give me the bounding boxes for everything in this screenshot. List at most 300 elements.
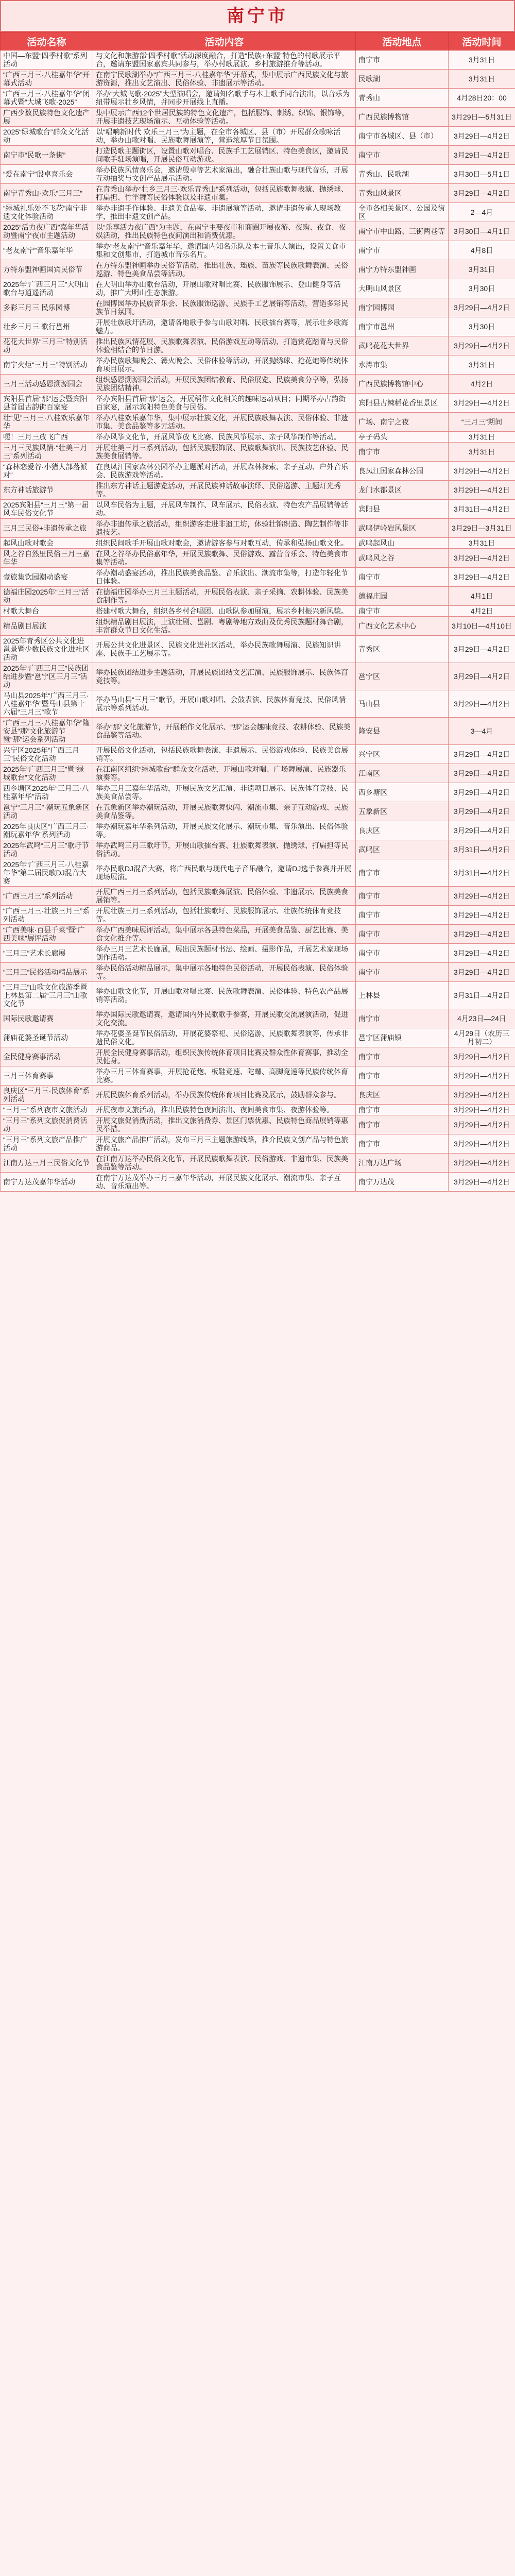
cell-time: 3月29日—4月2日 — [449, 963, 515, 982]
cell-place: 良庆区 — [356, 821, 449, 840]
cell-name: “广西三月三”系列活动 — [1, 887, 93, 906]
table-row — [1, 375, 515, 394]
cell-time: 3月29日—3月31日 — [449, 519, 515, 538]
cell-time: 3—4月 — [449, 718, 515, 745]
cell-name: 2025年武鸣“三月三”歌圩节活动 — [1, 840, 93, 859]
cell-place: 广西民族博物馆 — [356, 108, 449, 127]
cell-content: 在风之谷举办民俗嘉年华，开展民族歌舞、民俗游戏、露营音乐会、特色美食市集等活动。 — [93, 549, 356, 568]
cell-time: 4月2日 — [449, 375, 515, 394]
table-row — [1, 146, 515, 165]
table-row — [1, 203, 515, 222]
cell-place: 水涛市集 — [356, 355, 449, 375]
cell-name: 南宁火炬“三月三”特别活动 — [1, 355, 93, 375]
cell-content: 举办武鸣三月三歌圩节，开展山歌擂台赛、壮族歌舞表演、抛绣球、打扁担等民俗活动。 — [93, 840, 356, 859]
table-row — [1, 802, 515, 821]
cell-name: 德福庄园2025年“三月三”活动 — [1, 587, 93, 606]
cell-time: 3月29日—4月2日 — [449, 1105, 515, 1115]
cell-name: 壮乡三月三 歌行邕州 — [1, 317, 93, 336]
cell-content: 组织民间歌手开展山歌对歌会，邀请游客参与对歌互动，传承和弘扬山歌文化。 — [93, 538, 356, 549]
table-row — [1, 165, 515, 184]
cell-place: 南宁市 — [356, 944, 449, 963]
cell-place: 南宁万达茂 — [356, 1173, 449, 1192]
table-row — [1, 617, 515, 636]
cell-time: 3月29日—4月2日 — [449, 745, 515, 764]
cell-name: 壮“见”三月三·八桂欢乐嘉年华 — [1, 413, 93, 432]
table-row — [1, 1009, 515, 1028]
cell-name: 村歌大舞台 — [1, 606, 93, 617]
cell-name: 三月三体育赛事 — [1, 1066, 93, 1086]
cell-content: 举办潮动盛宴活动，推出民族美食品鉴、音乐演出、潮流市集等，打造年轻化节日体验。 — [93, 568, 356, 587]
cell-time: 3月29日—4月2日 — [449, 336, 515, 355]
cell-content: 举办宾阳县首届“那”运会，开展稻作文化相关的趣味运动项目；同期举办古韵街百家宴，展示宾阳特色美食与民俗。 — [93, 394, 356, 413]
cell-content: 举办风筝文化节，开展风筝放飞比赛、民族风筝展示、亲子风筝制作等活动。 — [93, 432, 356, 443]
table-row — [1, 606, 515, 617]
cell-place: 武鸣风之谷 — [356, 549, 449, 568]
cell-place: 上林县 — [356, 982, 449, 1009]
cell-content: 举办三月三体育赛事，开展抢花炮、板鞋竞速、陀螺、高脚竞速等民族传统体育比赛。 — [93, 1066, 356, 1086]
table-row — [1, 462, 515, 481]
cell-content: 举办非遗手作体验、非遗美食品鉴、非遗展演等活动，邀请非遗传承人现场教学，推出非遗文创产品。 — [93, 203, 356, 222]
table-row — [1, 336, 515, 355]
cell-content: 举办“大城飞歌·2025”大型演唱会，邀请知名歌手与本土歌手同台演出，以音乐为纽带展示壮乡风情，并同步开展线上直播。 — [93, 89, 356, 108]
cell-name: 东方神话旅游节 — [1, 481, 93, 500]
cell-time: 3月29日—4月2日 — [449, 944, 515, 963]
cell-name: 三月三民俗+非遗传承之旅 — [1, 519, 93, 538]
cell-content: 举办非遗传承之旅活动，组织游客走进非遗工坊，体验壮锦织造、陶艺制作等非遗技艺。 — [93, 519, 356, 538]
cell-content: 在青秀山举办“壮乡三月三·欢乐青秀山”系列活动，包括民族歌舞表演、抛绣球、打扁担、竹竿舞等民俗体验以及非遗市集。 — [93, 184, 356, 203]
table-row — [1, 1066, 515, 1086]
cell-place: 南宁市 — [356, 50, 449, 70]
cell-name: 南宁万达茂嘉年华活动 — [1, 1173, 93, 1192]
cell-place: 邕宁区 — [356, 663, 449, 690]
cell-place: 民歌湖 — [356, 70, 449, 89]
cell-time: 3月29日—4月2日 — [449, 1173, 515, 1192]
cell-name: “森林恋爱谷·小猪人部落派对” — [1, 462, 93, 481]
cell-time: 3月29日—4月2日 — [449, 1154, 515, 1173]
header-time: 活动时间 — [449, 32, 515, 50]
cell-time: 3月29日—4月2日 — [449, 764, 515, 783]
cell-name: 国际民歌邀请赛 — [1, 1009, 93, 1028]
cell-content: 举办广西美味展评活动，集中展示各县特色菜品，开展美食品鉴、厨艺比赛、美食文化推介等。 — [93, 925, 356, 944]
table-row — [1, 538, 515, 549]
cell-place: 马山县 — [356, 690, 449, 718]
cell-place: 南宁市 — [356, 606, 449, 617]
cell-time: 3月29日—4月2日 — [449, 1047, 515, 1066]
table-row — [1, 1173, 515, 1192]
cell-place: 青秀山风景区 — [356, 184, 449, 203]
page — [0, 0, 515, 1192]
cell-content: 在江南区组织“绿城歌台”群众文化活动，开展山歌对唱、广场舞展演、民族器乐演奏等。 — [93, 764, 356, 783]
table-row — [1, 443, 515, 462]
table-row — [1, 925, 515, 944]
cell-name: 2025年“广西三月三”暨“绿城歌台”文化活动 — [1, 764, 93, 783]
cell-time: 3月31日 — [449, 443, 515, 462]
cell-content: 开展文旅产品推广活动，发布三月三主题旅游线路，推介民族文创产品与特色旅游商品。 — [93, 1134, 356, 1154]
cell-time: 3月29日—4月2日 — [449, 783, 515, 802]
cell-place: 广西民族博物馆中心 — [356, 375, 449, 394]
table-row — [1, 549, 515, 568]
cell-content: 组织精品剧目展演，上演壮剧、邕剧、粤剧等地方戏曲及优秀民族题材舞台剧，丰富群众节日文化生活。 — [93, 617, 356, 636]
cell-place: 江南万达广场 — [356, 1154, 449, 1173]
cell-time: 3月29日—4月2日 — [449, 1115, 515, 1134]
cell-time: 3月29日—4月2日 — [449, 663, 515, 690]
cell-content: 在五象新区举办潮玩活动，开展民族歌舞快闪、潮流市集、亲子互动游戏、民族美食品鉴等。 — [93, 802, 356, 821]
table-body — [1, 50, 515, 1192]
table-row — [1, 963, 515, 982]
cell-name: 蒲庙花婆圣诞节活动 — [1, 1028, 93, 1047]
cell-place: 邕宁区蒲庙镇 — [356, 1028, 449, 1047]
cell-time: 3月31日 — [449, 70, 515, 89]
cell-place: 五象新区 — [356, 802, 449, 821]
activity-table — [0, 32, 515, 1192]
cell-place: 武鸣起风山 — [356, 538, 449, 549]
cell-place: 全市各相关景区、公园及街区 — [356, 203, 449, 222]
cell-content: 以风车民俗为主题，开展风车制作、风车展示、民俗表演、特色农产品展销等活动。 — [93, 500, 356, 519]
cell-time: 3月31日—4月2日 — [449, 859, 515, 887]
cell-name: 宾阳县首届“那”运会暨宾阳县首届古韵街百家宴 — [1, 394, 93, 413]
table-row — [1, 50, 515, 70]
cell-place: 西乡塘区 — [356, 783, 449, 802]
cell-name: 方特东盟神画国宾民俗节 — [1, 260, 93, 279]
cell-name: 兴宁区2025年“广西三月三”民俗文化活动 — [1, 745, 93, 764]
cell-place: 南宁市中山路、三街两巷等 — [356, 222, 449, 241]
table-row — [1, 783, 515, 802]
cell-time: 3月29日—4月2日 — [449, 636, 515, 663]
cell-content: 与文化和旅游部“四季村歌”活动深度融合，打造“民族+东盟”特色的村歌展示平台，邀请东盟国家嘉宾共同参与，举办村歌展演、乡村旅游推介等活动。 — [93, 50, 356, 70]
table-row — [1, 500, 515, 519]
cell-time: 3月30日—5月1日 — [449, 165, 515, 184]
cell-name: 广西少数民族特色文化遗产展 — [1, 108, 93, 127]
cell-name: 2025宾阳县“三月三”第一届风车民俗文化节 — [1, 500, 93, 519]
cell-time: 3月29日—4月2日 — [449, 925, 515, 944]
cell-content: 举办国际民歌邀请赛，邀请国内外民歌歌手参赛，开展民歌交流展演活动，促进文化交流。 — [93, 1009, 356, 1028]
cell-place: 宾阳县古辣稻花香里景区 — [356, 394, 449, 413]
cell-place: 良庆区 — [356, 1086, 449, 1105]
table-row — [1, 906, 515, 925]
cell-time: 3月29日—4月2日 — [449, 481, 515, 500]
table-row — [1, 690, 515, 718]
cell-name: 花花大世界“三月三”特别活动 — [1, 336, 93, 355]
cell-content: 开展夜市文旅活动，推出民族特色夜间演出、夜间美食市集、夜游体验等。 — [93, 1105, 356, 1115]
cell-name: 马山县2025年“广西三月三·八桂嘉年华”暨马山县第十六届“三月三”歌节 — [1, 690, 93, 718]
cell-time: 4月2日 — [449, 606, 515, 617]
cell-content: 推出民族风情花展、民族歌舞表演、民俗游戏互动等活动，打造赏花踏青与民俗体验相结合的节日游。 — [93, 336, 356, 355]
cell-place: 南宁市 — [356, 1047, 449, 1066]
cell-time: 3月29日—4月2日 — [449, 802, 515, 821]
cell-time: 4月29日（农历三月初二） — [449, 1028, 515, 1047]
cell-place: 龙门水都景区 — [356, 481, 449, 500]
cell-time: 3月31日 — [449, 538, 515, 549]
cell-name: “爱在南宁”殷卓喜乐会 — [1, 165, 93, 184]
cell-name: “三月三”民俗活动精品展示 — [1, 963, 93, 982]
cell-place: 南宁市 — [356, 146, 449, 165]
cell-content: 开展全民健身赛事活动，组织民族传统体育项目比赛及群众性体育赛事，推动全民健身。 — [93, 1047, 356, 1066]
cell-name: 南宁市“民歌一条街” — [1, 146, 93, 165]
cell-time: 2—4月 — [449, 203, 515, 222]
cell-place: 青秀山、民歌湖 — [356, 165, 449, 184]
cell-name: “三月三”系列文旅促消费活动 — [1, 1115, 93, 1134]
cell-content: 在江南万达举办民俗文化节，开展民族歌舞表演、民俗游戏、非遗市集、民族美食品鉴等活动。 — [93, 1154, 356, 1173]
cell-name: 2025“绿城歌台”群众文化活动 — [1, 127, 93, 146]
cell-time: 3月31日—4月2日 — [449, 982, 515, 1009]
cell-content: 在园博园举办民族音乐会、民族服饰巡游、民族手工艺展销等活动，营造多彩民族节日氛围。 — [93, 298, 356, 317]
cell-place: 良凤江国家森林公园 — [356, 462, 449, 481]
cell-place: 广场、南宁之夜 — [356, 413, 449, 432]
cell-place: 南宁市 — [356, 1105, 449, 1115]
cell-name: “绿城礼乐处不飞花”南宁非遗文化体验活动 — [1, 203, 93, 222]
cell-content: 推出东方神话主题游览活动，开展民族神话故事演绎、民俗巡游、主题灯光秀等。 — [93, 481, 356, 500]
cell-place: 武鸣区 — [356, 840, 449, 859]
table-row — [1, 1154, 515, 1173]
cell-content: 举办民族歌舞晚会、篝火晚会、民俗体验等活动，开展抛绣球、抢花炮等传统体育项目展示。 — [93, 355, 356, 375]
cell-content: 开展壮族三月三系列活动，包括壮族歌圩、民族服饰展示、壮族传统体育竞技等。 — [93, 906, 356, 925]
cell-name: 南宁青秀山·欢乐“三月三” — [1, 184, 93, 203]
table-row — [1, 89, 515, 108]
cell-name: “广西三月三·八桂嘉年华”闭幕式暨“大城飞歌·2025” — [1, 89, 93, 108]
cell-content: 开展广西三月三系列活动，包括民族歌舞展演、民俗体验、非遗展示、民族美食展销等。 — [93, 887, 356, 906]
table-row — [1, 745, 515, 764]
cell-time: 4月28日20：00 — [449, 89, 515, 108]
cell-place: 宾阳县 — [356, 500, 449, 519]
table-row — [1, 317, 515, 336]
table-row — [1, 636, 515, 663]
cell-time: 3月29日—4月2日 — [449, 568, 515, 587]
cell-name: 2025年青秀区公共文化进邕景暨少数民族文化进社区活动 — [1, 636, 93, 663]
cell-name: “老友南宁”音乐嘉年华 — [1, 241, 93, 260]
cell-content: 搭建村歌大舞台，组织各乡村合唱团、山歌队参加展演，展示乡村振兴新风貌。 — [93, 606, 356, 617]
cell-time: 3月30日—4月1日 — [449, 222, 515, 241]
cell-content: 举办潮玩嘉年华系列活动，开展民族文化展示、潮玩市集、音乐演出、民俗体验等。 — [93, 821, 356, 840]
table-row — [1, 859, 515, 887]
cell-content: 以“唱响新时代 欢乐三月三”为主题，在全市各城区、县（市）开展群众歌咏活动，举办山歌对唱、民族歌舞展演等，营造浓厚节日氛围。 — [93, 127, 356, 146]
cell-place: 青秀山 — [356, 89, 449, 108]
cell-content: 组织感恩溯源园会活动，开展民族团结教育、民俗展览、民族美食分享等，弘扬民族团结精神。 — [93, 375, 356, 394]
table-row — [1, 413, 515, 432]
table-row — [1, 1047, 515, 1066]
cell-content: 举办民族风情喜乐会，邀请殷卓等艺术家演出，融合壮族山歌与现代音乐，开展互动抽奖与文创产品展示活动。 — [93, 165, 356, 184]
cell-time: 4月8日 — [449, 241, 515, 260]
cell-name: “三月三”系列文旅产品推广活动 — [1, 1134, 93, 1154]
cell-time: 3月29日—4月2日 — [449, 127, 515, 146]
table-row — [1, 887, 515, 906]
cell-content: 举办民俗活动精品展示，集中展示各地特色民俗活动，开展民俗表演、民俗体验等。 — [93, 963, 356, 982]
table-row — [1, 1086, 515, 1105]
table-row — [1, 241, 515, 260]
cell-content: 举办“那”文化旅游节，开展稻作文化展示、“那”运会趣味竞技、农耕体验、民族美食品鉴等活动。 — [93, 718, 356, 745]
table-row — [1, 1105, 515, 1115]
cell-time: 3月31日 — [449, 260, 515, 279]
table-row — [1, 1028, 515, 1047]
page-title: 南宁市 — [0, 0, 515, 32]
table-row — [1, 222, 515, 241]
table-row — [1, 108, 515, 127]
table-row — [1, 519, 515, 538]
cell-place: 兴宁区 — [356, 745, 449, 764]
cell-content: 集中展示广西12个世居民族的特色文化遗产，包括服饰、刺绣、织锦、银饰等，开展非遗技艺现场演示、互动体验等活动。 — [93, 108, 356, 127]
table-row — [1, 1115, 515, 1134]
cell-place: 南宁市 — [356, 241, 449, 260]
cell-time: 3月29日—4月2日 — [449, 394, 515, 413]
cell-content: 举办“老友南宁”音乐嘉年华，邀请国内知名乐队及本土音乐人演出，设置美食市集和文创集市，打造城市音乐名片。 — [93, 241, 356, 260]
table-row — [1, 184, 515, 203]
cell-time: 3月31日—4月2日 — [449, 500, 515, 519]
cell-time: 3月30日 — [449, 317, 515, 336]
cell-content: 举办马山县“三月三”歌节，开展山歌对唱、会鼓表演、民族体育竞技、民俗风情展示等系列活动。 — [93, 690, 356, 718]
cell-place: 大明山风景区 — [356, 279, 449, 298]
cell-name: 全民健身赛事活动 — [1, 1047, 93, 1066]
cell-name: 精品剧目展演 — [1, 617, 93, 636]
cell-time: 3月29日—4月2日 — [449, 1086, 515, 1105]
cell-content: 开展公共文化进景区、民族文化进社区活动，举办民族歌舞展演、民族知识讲座、民族手工艺展示等。 — [93, 636, 356, 663]
table-row — [1, 481, 515, 500]
cell-name: 2025年良庆区“广西三月三·潮玩嘉年华”系列活动 — [1, 821, 93, 840]
table-row — [1, 568, 515, 587]
cell-time: 3月29日—4月2日 — [449, 184, 515, 203]
cell-place: 南宁市 — [356, 443, 449, 462]
cell-time: 3月10日—4月10日 — [449, 617, 515, 636]
cell-content: 在方特东盟神画举办民俗节活动，推出壮族、瑶族、苗族等民族歌舞表演、民俗巡游、特色美食品尝等活动。 — [93, 260, 356, 279]
cell-place: 南宁市 — [356, 859, 449, 887]
cell-place: 亭子码头 — [356, 432, 449, 443]
cell-content: 举办山歌文化节，开展山歌对唱比赛、民族歌舞表演、民俗体验、特色农产品展销等活动。 — [93, 982, 356, 1009]
cell-name: 2025年“广西三月三·八桂嘉年华”第二届民歌DJ混音大赛 — [1, 859, 93, 887]
cell-place: 南宁市 — [356, 1115, 449, 1134]
cell-place: 南宁市 — [356, 925, 449, 944]
table-row — [1, 432, 515, 443]
cell-place: 南宁方特东盟神画 — [356, 260, 449, 279]
cell-name: 2025年“广西三月三”民族团结进步暨“邕宁区三月三”活动 — [1, 663, 93, 690]
cell-name: 起风山歌对歌会 — [1, 538, 93, 549]
cell-content: 开展民俗文化活动，包括民族歌舞表演、非遗展示、民俗游戏体验、民族美食展销等。 — [93, 745, 356, 764]
table-row — [1, 663, 515, 690]
cell-time: 3月31日—4月2日 — [449, 840, 515, 859]
cell-time: 3月31日 — [449, 432, 515, 443]
cell-name: 风之谷自然里民俗三月三嘉年华 — [1, 549, 93, 568]
cell-content: 举办三月三艺术长廊展，展出民族题材书法、绘画、摄影作品，开展艺术家现场创作活动。 — [93, 944, 356, 963]
cell-place: 南宁市 — [356, 1134, 449, 1154]
cell-time: 3月29日—4月2日 — [449, 462, 515, 481]
cell-time: “三月三”期间 — [449, 413, 515, 432]
cell-time: 4月23日—24日 — [449, 1009, 515, 1028]
cell-name: 西乡塘区2025年“三月三·八桂嘉年华”活动 — [1, 783, 93, 802]
table-header-row — [1, 32, 515, 50]
cell-place: 南宁市 — [356, 1066, 449, 1086]
table-row — [1, 1134, 515, 1154]
cell-name: 中国—东盟“四季村歌”系列活动 — [1, 50, 93, 70]
cell-place: 南宁园博园 — [356, 298, 449, 317]
cell-place: 南宁市邕州 — [356, 317, 449, 336]
cell-time: 3月29日—4月2日 — [449, 549, 515, 568]
cell-time: 3月29日—5月31日 — [449, 108, 515, 127]
cell-place: 广西文化艺术中心 — [356, 617, 449, 636]
cell-place: 武鸣伊岭岩风景区 — [356, 519, 449, 538]
cell-content: 举办八桂欢乐嘉年华，集中展示壮族文化，开展民族歌舞表演、民俗体验、非遗市集、美食品鉴等多元活动。 — [93, 413, 356, 432]
cell-place: 江南区 — [356, 764, 449, 783]
cell-name: 三月三民族风情·“壮美三月三”系列活动 — [1, 443, 93, 462]
header-name: 活动名称 — [1, 32, 93, 50]
cell-name: “广西美味·百县千菜”暨“广西美味”展评活动 — [1, 925, 93, 944]
cell-time: 3月29日—4月2日 — [449, 821, 515, 840]
cell-content: 打造民歌主题街区，设置山歌对唱台、民族手工艺展销区、特色美食区，邀请民间歌手驻场演唱，开展民俗互动游戏。 — [93, 146, 356, 165]
cell-content: 举办民族团结进步主题活动，开展民族团结文艺汇演、民族服饰展示、民族体育竞技等。 — [93, 663, 356, 690]
table-row — [1, 260, 515, 279]
cell-name: 多彩三月三 民乐园博 — [1, 298, 93, 317]
cell-content: 在德福庄园举办三月三主题活动，开展民俗表演、亲子采摘、农耕体验、民族美食制作等。 — [93, 587, 356, 606]
cell-name: 壹旅集饮园潮动盛宴 — [1, 568, 93, 587]
cell-place: 南宁市 — [356, 906, 449, 925]
cell-content: 在南宁民歌湖举办“广西三月三·八桂嘉年华”开幕式，集中展示广西民族文化与旅游资源，推出文艺演出、民俗体验、非遗展示等活动。 — [93, 70, 356, 89]
table-row — [1, 944, 515, 963]
cell-time: 4月1日 — [449, 587, 515, 606]
cell-time: 3月29日—4月2日 — [449, 1134, 515, 1154]
cell-name: “三月三”系列夜市文旅活动 — [1, 1105, 93, 1115]
cell-content: 在良凤江国家森林公园举办主题派对活动，开展森林探索、亲子互动、户外音乐会、民族游戏等活动。 — [93, 462, 356, 481]
cell-time: 3月31日 — [449, 355, 515, 375]
cell-content: 举办民歌DJ混音大赛，将广西民歌与现代电子音乐融合，邀请DJ选手参赛并开展现场展演。 — [93, 859, 356, 887]
cell-time: 3月29日—4月2日 — [449, 690, 515, 718]
cell-time: 3月29日—4月2日 — [449, 146, 515, 165]
cell-name: “三月三”艺术长廊展 — [1, 944, 93, 963]
table-row — [1, 718, 515, 745]
cell-content: 举办三月三嘉年华活动，开展民族文艺汇演、非遗项目展示、民族体育竞技、民族美食品尝等。 — [93, 783, 356, 802]
table-row — [1, 821, 515, 840]
table-row — [1, 587, 515, 606]
table-row — [1, 298, 515, 317]
cell-content: 在南宁万达茂举办三月三嘉年华活动，开展民族文化展示、潮流市集、亲子互动、音乐演出等。 — [93, 1173, 356, 1192]
cell-name: “广西三月三·八桂嘉年华”隆安县“那”文化旅游节暨“那”运会系列活动 — [1, 718, 93, 745]
table-row — [1, 394, 515, 413]
table-row — [1, 840, 515, 859]
table-row — [1, 70, 515, 89]
header-content: 活动内容 — [93, 32, 356, 50]
cell-name: 江南万达三月三民俗文化节 — [1, 1154, 93, 1173]
cell-content: 开展文旅促消费活动，推出文旅消费券、景区门票优惠、民族特色商品展销等惠民举措。 — [93, 1115, 356, 1134]
cell-place: 青秀区 — [356, 636, 449, 663]
cell-time: 3月30日 — [449, 279, 515, 298]
cell-name: 2025“活力夜广西”嘉年华活动暨南宁夜市主题活动 — [1, 222, 93, 241]
cell-name: 良庆区“三月三·民族体育”系列活动 — [1, 1086, 93, 1105]
cell-name: 邕宁“三月三”·潮玩五象新区活动 — [1, 802, 93, 821]
cell-content: 以“乐享活力夜广西”为主题，在南宁主要夜市和商圈开展夜游、夜购、夜食、夜娱活动，推出民族特色夜间演出和消费优惠。 — [93, 222, 356, 241]
table-row — [1, 355, 515, 375]
cell-name: 三月三活动感恩溯源园会 — [1, 375, 93, 394]
cell-time: 3月29日—4月2日 — [449, 906, 515, 925]
cell-place: 隆安县 — [356, 718, 449, 745]
table-row — [1, 279, 515, 298]
cell-content: 开展壮族歌圩活动，邀请各地歌手参与山歌对唱、民歌擂台赛等，展示壮乡歌海魅力。 — [93, 317, 356, 336]
cell-place: 南宁市 — [356, 1009, 449, 1028]
cell-place: 武鸣花花大世界 — [356, 336, 449, 355]
cell-name: “广西三月三·八桂嘉年华”开幕式活动 — [1, 70, 93, 89]
cell-place: 南宁市 — [356, 963, 449, 982]
table-row — [1, 764, 515, 783]
cell-name: 2025年“广西三月三”大明山歌台与逍遥活动 — [1, 279, 93, 298]
header-place: 活动地点 — [356, 32, 449, 50]
cell-place: 德福庄园 — [356, 587, 449, 606]
cell-place: 南宁市 — [356, 568, 449, 587]
cell-time: 3月29日—4月2日 — [449, 887, 515, 906]
cell-content: 在大明山举办山歌台活动，开展山歌对唱比赛、民族服饰展示、登山健身等活动，推广大明山生态旅游。 — [93, 279, 356, 298]
table-row — [1, 982, 515, 1009]
cell-place: 南宁市 — [356, 887, 449, 906]
cell-time: 3月29日—4月2日 — [449, 1066, 515, 1086]
cell-name: 嘿！三月三放飞广西 — [1, 432, 93, 443]
cell-content: 开展民族体育系列活动，举办民族传统体育项目比赛及展示，鼓励群众参与。 — [93, 1086, 356, 1105]
cell-name: “三月三”山歌文化旅游季暨上林县第二届“三月三”山歌文化节 — [1, 982, 93, 1009]
cell-content: 举办花婆圣诞节民俗活动，开展花婆祭祀、民俗巡游、民族歌舞表演等，传承非遗民俗文化。 — [93, 1028, 356, 1047]
cell-place: 南宁市各城区、县（市） — [356, 127, 449, 146]
cell-time: 3月31日 — [449, 50, 515, 70]
